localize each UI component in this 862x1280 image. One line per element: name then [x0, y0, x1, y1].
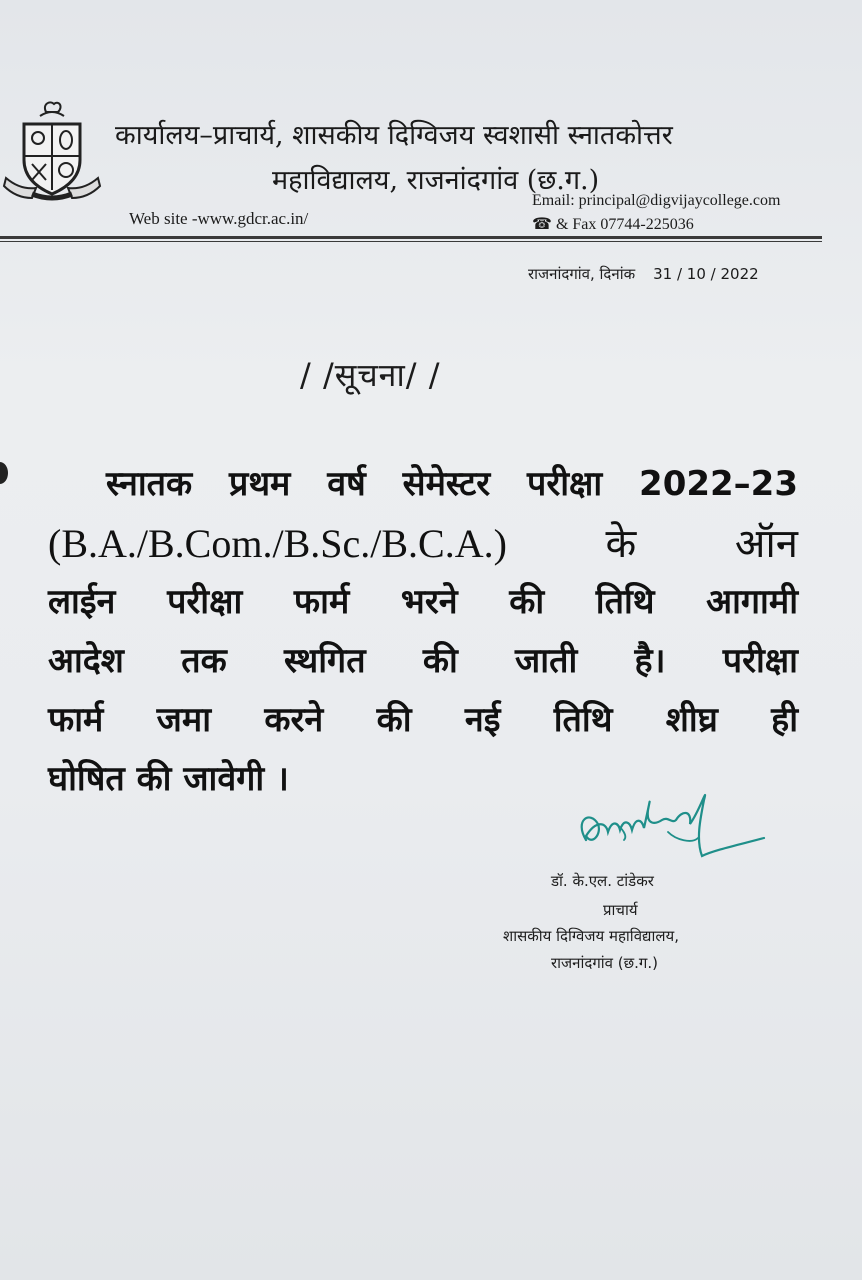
- signatory-name: डॉ. के.एल. टांडेकर: [551, 872, 654, 890]
- office-title-line2: महाविद्यालय, राजनांदगांव (छ.ग.): [272, 165, 600, 196]
- signatory-city: राजनांदगांव (छ.ग.): [551, 954, 658, 972]
- website-text: Web site -www.gdcr.ac.in/: [129, 209, 309, 228]
- notice-line: लाईन परीक्षा फार्म भरने की तिथि आगामी: [48, 582, 798, 622]
- signatory-institution: शासकीय दिग्विजय महाविद्यालय,: [503, 927, 680, 945]
- header-rule: [0, 236, 822, 239]
- phone-fax: [532, 214, 694, 234]
- handwritten-signature: [572, 780, 772, 875]
- notice-line: फार्म जमा करने की नई तिथि शीघ्र ही: [48, 700, 798, 740]
- date-value: 31 / 10 / 2022: [653, 265, 759, 283]
- dateline: [528, 264, 759, 284]
- notice-title: / /सूचना/ /: [300, 356, 441, 394]
- notice-body: [48, 455, 798, 809]
- signatory-designation: प्राचार्य: [603, 901, 638, 919]
- notice-line: आदेश तक स्थगित की जाती है। परीक्षा: [48, 641, 798, 681]
- header-rule-thin: [0, 241, 822, 242]
- telephone-icon: ☎: [532, 216, 552, 233]
- office-title-line1: कार्यालय–प्राचार्य, शासकीय दिग्विजय स्वशासी स्नातकोत्तर: [115, 120, 673, 151]
- punch-hole: [0, 462, 8, 484]
- email-text: Email: principal@digvijaycollege.com: [532, 192, 781, 209]
- notice-line: स्नातक प्रथम वर्ष सेमेस्टर परीक्षा 2022–23: [106, 464, 798, 504]
- notice-line: (B.A./B.Com./B.Sc./B.C.A.) के ऑन: [48, 521, 798, 566]
- notice-line: घोषित की जावेगी ।: [48, 759, 289, 799]
- phone-text: & Fax 07744-225036: [555, 216, 694, 233]
- college-crest-logo: [2, 98, 102, 206]
- date-place: राजनांदगांव, दिनांक: [528, 265, 636, 283]
